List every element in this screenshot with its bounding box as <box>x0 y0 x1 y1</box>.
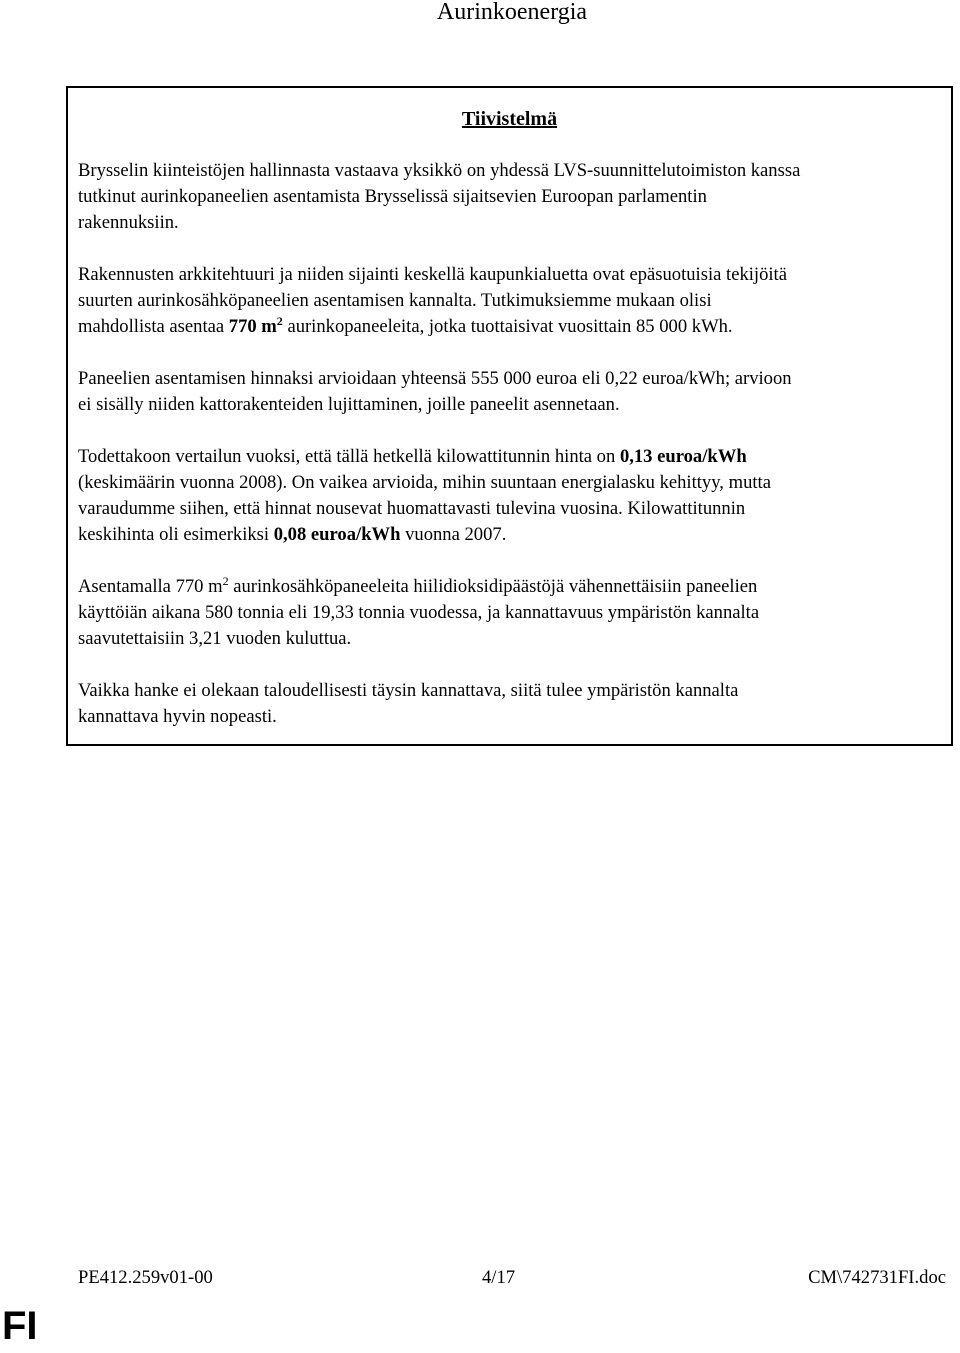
summary-paragraph-2 <box>78 262 941 340</box>
summary-heading: Tiivistelmä <box>461 108 558 130</box>
text-line: Vaikka hanke ei olekaan taloudellisesti täysin kannattava, siitä tulee ympäristön kannalta <box>78 680 739 701</box>
footer-file-name: CM\742731FI.doc <box>808 1267 946 1288</box>
text-run: aurinkosähköpaneeleita hiilidioksidipäästöjä vähennettäisiin paneelien <box>228 576 758 597</box>
text-line <box>78 522 941 548</box>
document-title: Aurinkoenergia <box>436 0 588 25</box>
text-run: Todettakoon vertailun vuoksi, että tällä hetkellä kilowattitunnin hinta on <box>78 446 620 467</box>
bold-price-2007: 0,08 euroa/kWh <box>273 524 401 545</box>
bold-text: 770 m <box>228 316 277 337</box>
summary-paragraph-3 <box>78 366 941 418</box>
summary-paragraph-6 <box>78 678 941 730</box>
text-line: käyttöiän aikana 580 tonnia eli 19,33 tonnia vuodessa, ja kannattavuus ympäristön kannalta <box>78 602 760 623</box>
bold-area-value <box>229 316 283 337</box>
text-line: suurten aurinkosähköpaneelien asentamisen kannalta. Tutkimuksiemme mukaan olisi <box>78 290 712 311</box>
text-line: saavutettaisiin 3,21 vuoden kuluttua. <box>78 628 352 649</box>
text-line <box>78 314 941 340</box>
text-line: rakennuksiin. <box>78 212 179 233</box>
text-line <box>78 444 941 470</box>
footer-doc-ref: PE412.259v01-00 <box>78 1267 213 1288</box>
superscript: 2 <box>276 314 283 328</box>
text-run: keskihinta oli esimerkiksi <box>78 524 274 545</box>
text-run: vuonna 2007. <box>400 524 507 545</box>
text-run: aurinkopaneeleita, jotka tuottaisivat vuosittain 85 000 kWh. <box>282 316 733 337</box>
text-line: ei sisälly niiden kattorakenteiden lujittaminen, joille paneelit asennetaan. <box>78 394 620 415</box>
language-code: FI <box>2 1304 38 1348</box>
summary-paragraph-1 <box>78 158 941 236</box>
summary-box <box>66 86 953 746</box>
text-line: (keskimäärin vuonna 2008). On vaikea arvioida, mihin suuntaan energialasku kehittyy, mutta <box>78 472 771 493</box>
text-line: varaudumme siihen, että hinnat nousevat huomattavasti tulevina vuosina. Kilowattitunnin <box>78 498 746 519</box>
text-line: Brysselin kiinteistöjen hallinnasta vastaava yksikkö on yhdessä LVS-suunnittelutoimiston kanssa <box>78 160 801 181</box>
text-line: kannattava hyvin nopeasti. <box>78 706 277 727</box>
superscript: 2 <box>222 574 229 588</box>
summary-paragraph-5 <box>78 574 941 652</box>
text-line <box>78 574 941 600</box>
text-run: Asentamalla 770 m <box>78 576 223 597</box>
text-line: tutkinut aurinkopaneelien asentamista Brysselissä sijaitsevien Euroopan parlamentin <box>78 186 707 207</box>
summary-paragraph-4 <box>78 444 941 548</box>
text-line: Rakennusten arkkitehtuuri ja niiden sijainti keskellä kaupunkialuetta ovat epäsuotuisia tekijöitä <box>78 264 787 285</box>
footer-page-number: 4/17 <box>482 1267 516 1288</box>
bold-price-2008: 0,13 euroa/kWh <box>619 446 747 467</box>
text-line: Paneelien asentamisen hinnaksi arvioidaan yhteensä 555 000 euroa eli 0,22 euroa/kWh; arvioon <box>78 368 792 389</box>
text-run: mahdollista asentaa <box>78 316 229 337</box>
